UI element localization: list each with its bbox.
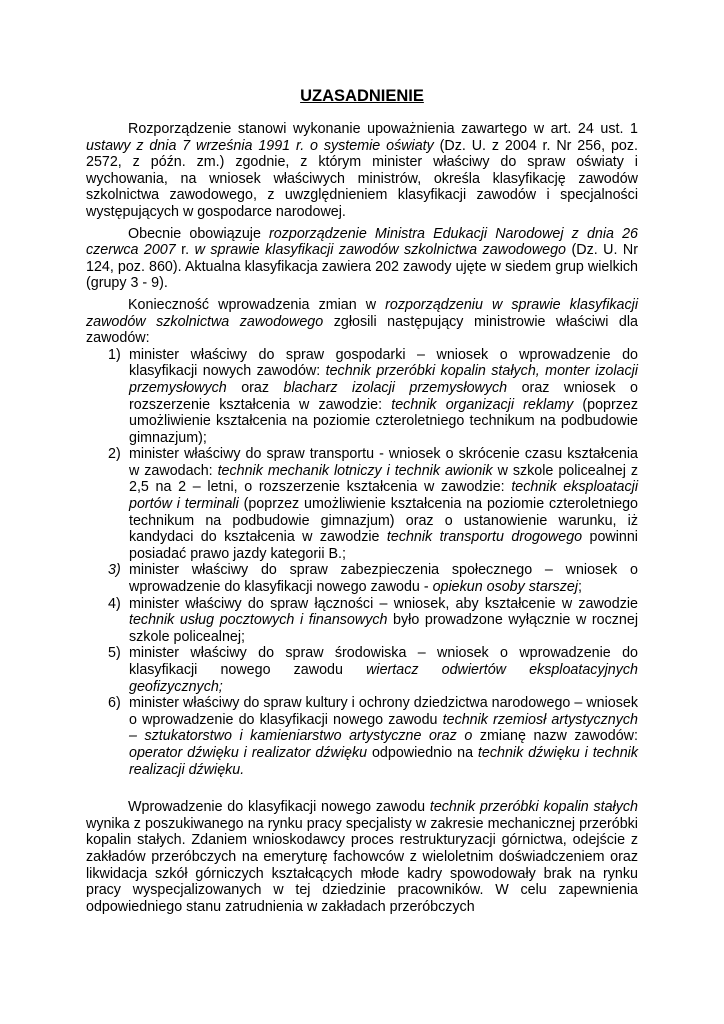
text-run: odpowiednio na	[367, 744, 478, 761]
list-item-text	[129, 645, 638, 694]
text-run: minister właściwy do spraw zabezpieczenia społecznego – wniosek o wprowadzenie do klasyfikacji nowego zawodu -	[129, 562, 638, 596]
list-item	[86, 446, 638, 562]
text-run: (poprzez umożliwienie kształcenia na poziomie czteroletniego technikum na podbudowie gimnazjum) oraz o ustanowienie warunku, iż kandydaci do kształcenia w zawodzie	[129, 496, 639, 546]
ministers-request-list	[86, 347, 638, 778]
list-item	[86, 645, 638, 695]
italic-text-run: technik eksploatacji portów i terminali	[129, 479, 638, 513]
text-run: (Dz. U. z 2004 r. Nr 256, poz. 2572, z późn. zm.) zgodnie, z którym minister właściwy do spraw oświaty i wychowania, na wniosek właściwych ministrów, określa klasyfikację zawodów szkolnictwa zawodowego, z uwzględnieniem klasyfikacji zawodów i specjalności występujących w gospodarce narodowej.	[86, 137, 638, 220]
list-item	[86, 562, 638, 595]
paragraph-legal-basis	[86, 121, 638, 221]
list-item-number: 6)	[108, 695, 121, 712]
text-run: ;	[578, 579, 582, 596]
list-item-number: 1)	[108, 346, 121, 363]
text-run: Wprowadzenie do klasyfikacji nowego zawodu	[128, 799, 430, 816]
italic-text-run: w sprawie klasyfikacji zawodów szkolnictwa zawodowego	[194, 242, 567, 259]
list-item-number: 5)	[108, 645, 121, 662]
paragraph-new-profession-justification	[86, 799, 638, 915]
italic-text-run: technik organizacji reklamy	[391, 396, 574, 413]
list-item	[86, 596, 638, 646]
text-run: Rozporządzenie stanowi wykonanie upoważnienia zawartego w art. 24 ust. 1	[128, 121, 638, 137]
italic-text-run: opiekun osoby starszej	[432, 579, 579, 596]
italic-text-run: technik przeróbki kopalin stałych	[429, 799, 638, 816]
italic-text-run: rozporządzeniu w sprawie klasyfikacji zawodów szkolnictwa zawodowego	[86, 296, 638, 330]
list-item	[86, 695, 638, 778]
text-run: powinni posiadać prawo jazdy kategorii B.;	[129, 529, 638, 562]
paragraph-change-requests	[86, 297, 638, 347]
italic-text-run: ustawy z dnia 7 września 1991 r. o systemie oświaty	[86, 137, 434, 154]
italic-text-run: rozporządzenie Ministra Edukacji Narodowej z dnia 26 czerwca 2007	[86, 225, 638, 259]
text-run: wynika z poszukiwanego na rynku pracy specjalisty w zakresie mechanicznej przeróbki kopalin stałych. Zdaniem wnioskodawcy proces restrukturyzacji górnictwa, odejście z zakładów przeróbczych na emeryturę fachowców z wieloletnim doświadczeniem oraz likwidacja szkół górniczych kształcących młode kadry spowodowały brak na rynku pracy wyspecjalizowanych w tej dziedzinie pracowników. W celu zapewnienia odpowiedniego stanu zatrudnienia w zakładach przeróbczych	[86, 815, 638, 915]
paragraph-current-regulation	[86, 226, 638, 292]
italic-text-run: technik dźwięku i technik realizacji dźwięku.	[129, 744, 639, 778]
italic-text-run: wiertacz odwiertów eksploatacyjnych geofizycznych;	[129, 662, 638, 695]
list-item-text	[129, 695, 638, 777]
text-run: zgłosili następujący ministrowie właściwi dla zawodów:	[86, 313, 638, 347]
list-item-number: 2)	[108, 446, 121, 463]
text-run: zmianę nazw zawodów:	[472, 728, 638, 745]
text-run: minister właściwy do spraw gospodarki – wniosek o wprowadzenie do klasyfikacji nowych zawodów:	[129, 346, 638, 380]
text-run: r.	[175, 242, 195, 259]
page-title: UZASADNIENIE	[300, 87, 424, 105]
text-run: było prowadzone wyłącznie w rocznej szkole policealnej;	[129, 612, 638, 645]
text-run: (poprzez umożliwienie kształcenia na poziomie czteroletniego technikum na podbudowie gimnazjum);	[129, 396, 639, 446]
italic-text-run: technik przeróbki kopalin stałych, monter izolacji przemysłowych	[129, 363, 638, 396]
text-run: (Dz. U. Nr 124, poz. 860). Aktualna klasyfikacja zawiera 202 zawody ujęte w siedem grup wielkich (grupy 3 - 9).	[86, 242, 639, 292]
text-run: oraz	[226, 379, 284, 396]
document-page	[86, 86, 638, 920]
italic-text-run: technik rzemiosł artystycznych – sztukatorstwo i kamieniarstwo artystyczne oraz o	[129, 711, 638, 745]
text-run: minister właściwy do spraw łączności – wniosek, aby kształcenie w zawodzie	[129, 595, 638, 612]
text-run: minister właściwy do spraw transportu - wniosek o skrócenie czasu kształcenia w zawodach:	[129, 446, 638, 479]
text-run: w szkole policealnej z 2,5 na 2 – letni, o rozszerzenie kształcenia w zawodzie:	[129, 462, 638, 496]
text-run: Obecnie obowiązuje	[128, 225, 270, 242]
text-run: Konieczność wprowadzenia zmian w	[128, 296, 386, 313]
italic-text-run: technik usług pocztowych i finansowych	[129, 612, 388, 629]
list-item-text	[129, 446, 638, 562]
list-item-text	[129, 562, 638, 595]
text-run: minister właściwy do spraw środowiska – wniosek o wprowadzenie do klasyfikacji nowego zawodu	[129, 645, 638, 678]
italic-text-run: operator dźwięku i realizator dźwięku	[129, 744, 368, 761]
text-run: minister właściwy do spraw kultury i ochrony dziedzictwa narodowego – wniosek o wprowadzenie do klasyfikacji nowego zawodu	[129, 695, 638, 728]
list-item-number: 3)	[108, 562, 121, 579]
list-item-text	[129, 596, 638, 645]
italic-text-run: blacharz izolacji przemysłowych	[283, 379, 508, 396]
italic-text-run: technik mechanik lotniczy i technik awionik	[217, 462, 493, 479]
list-item	[86, 347, 638, 447]
text-run: oraz wniosek o rozszerzenie kształcenia w zawodzie:	[129, 379, 638, 413]
list-item-text	[129, 347, 638, 446]
italic-text-run: technik transportu drogowego	[386, 529, 583, 546]
list-item-number: 4)	[108, 595, 121, 612]
